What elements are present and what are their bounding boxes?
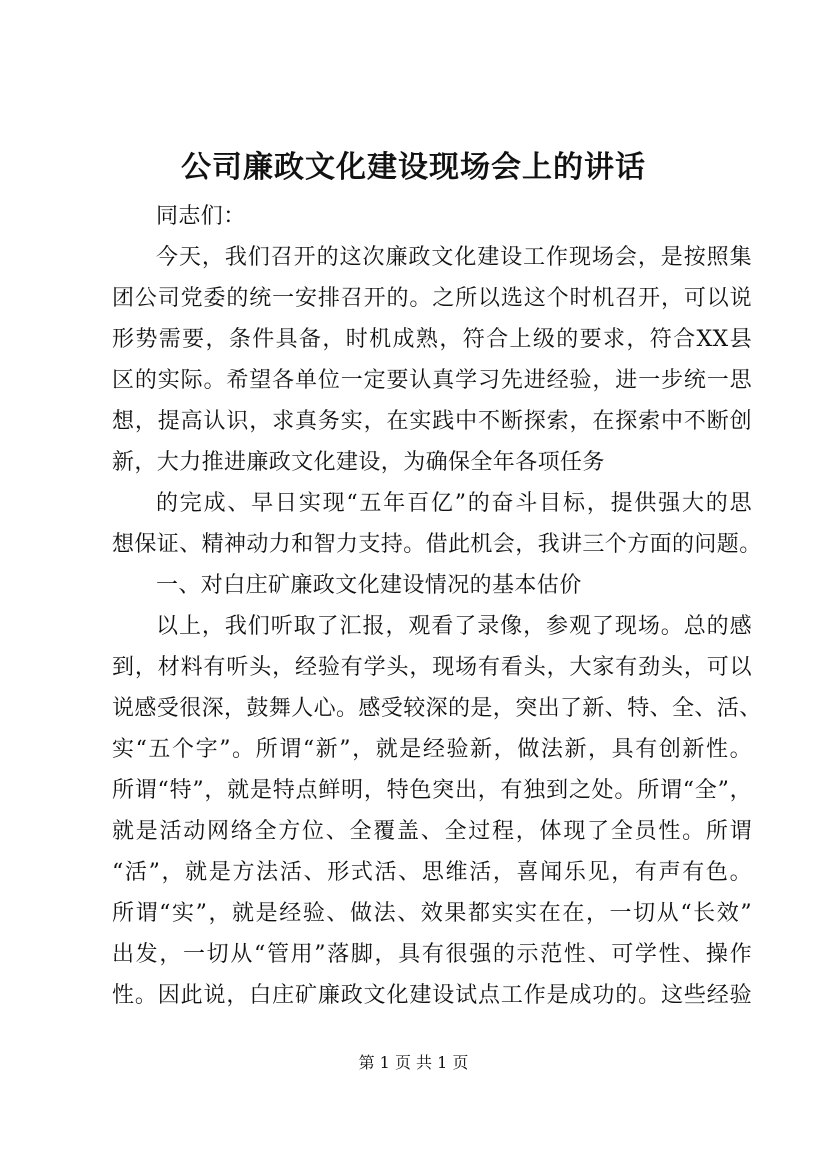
paragraph-line: 所谓“实”，就是经验、做法、效果都实实在在，一切从“长效”: [112, 901, 752, 926]
paragraph-line: 新，大力推进廉政文化建设，为确保全年各项任务: [112, 450, 605, 475]
paragraph-line: 说感受很深，鼓舞人心。感受较深的是，突出了新、特、全、活、: [112, 696, 762, 721]
salutation-line: 同志们：: [156, 204, 246, 229]
paragraph-line: 区的实际。希望各单位一定要认真学习先进经验，进一步统一思: [112, 368, 752, 393]
paragraph-line: 今天，我们召开的这次廉政文化建设工作现场会，是按照集: [156, 245, 752, 270]
document-title: 公司廉政文化建设现场会上的讲话: [181, 150, 646, 185]
paragraph-line: 想，提高认识，求真务实，在实践中不断探索，在探索中不断创: [112, 409, 752, 434]
paragraph-line: 实“五个字”。所谓“新”，就是经验新，做法新，具有创新性。: [112, 737, 752, 762]
paragraph-line: 到，材料有听头，经验有学头，现场有看头，大家有劲头，可以: [112, 655, 752, 680]
section-heading: 一、对白庄矿廉政文化建设情况的基本估价: [156, 573, 582, 598]
paragraph-line: 想保证、精神动力和智力支持。借此机会，我讲三个方面的问题。: [112, 532, 762, 557]
page-number-footer: 第 1 页 共 1 页: [358, 1053, 469, 1072]
paragraph-line: 性。因此说，白庄矿廉政文化建设试点工作是成功的。这些经验: [112, 983, 752, 1008]
paragraph-line: 出发，一切从“管用”落脚，具有很强的示范性、可学性、操作: [112, 942, 752, 967]
paragraph-line: 就是活动网络全方位、全覆盖、全过程，体现了全员性。所谓: [112, 819, 752, 844]
paragraph-line: 团公司党委的统一安排召开的。之所以选这个时机召开，可以说: [112, 286, 752, 311]
paragraph-line: 所谓“特”，就是特点鲜明，特色突出，有独到之处。所谓“全”，: [112, 778, 752, 803]
paragraph-line: “活”，就是方法活、形式活、思维活，喜闻乐见，有声有色。: [112, 860, 752, 885]
document-body: [112, 196, 762, 1016]
paragraph-line: 形势需要，条件具备，时机成熟，符合上级的要求，符合XX县: [112, 327, 752, 352]
paragraph-line: 以上，我们听取了汇报，观看了录像，参观了现场。总的感: [156, 614, 752, 639]
paragraph-line: 的完成、早日实现“五年百亿”的奋斗目标，提供强大的思: [156, 491, 752, 516]
